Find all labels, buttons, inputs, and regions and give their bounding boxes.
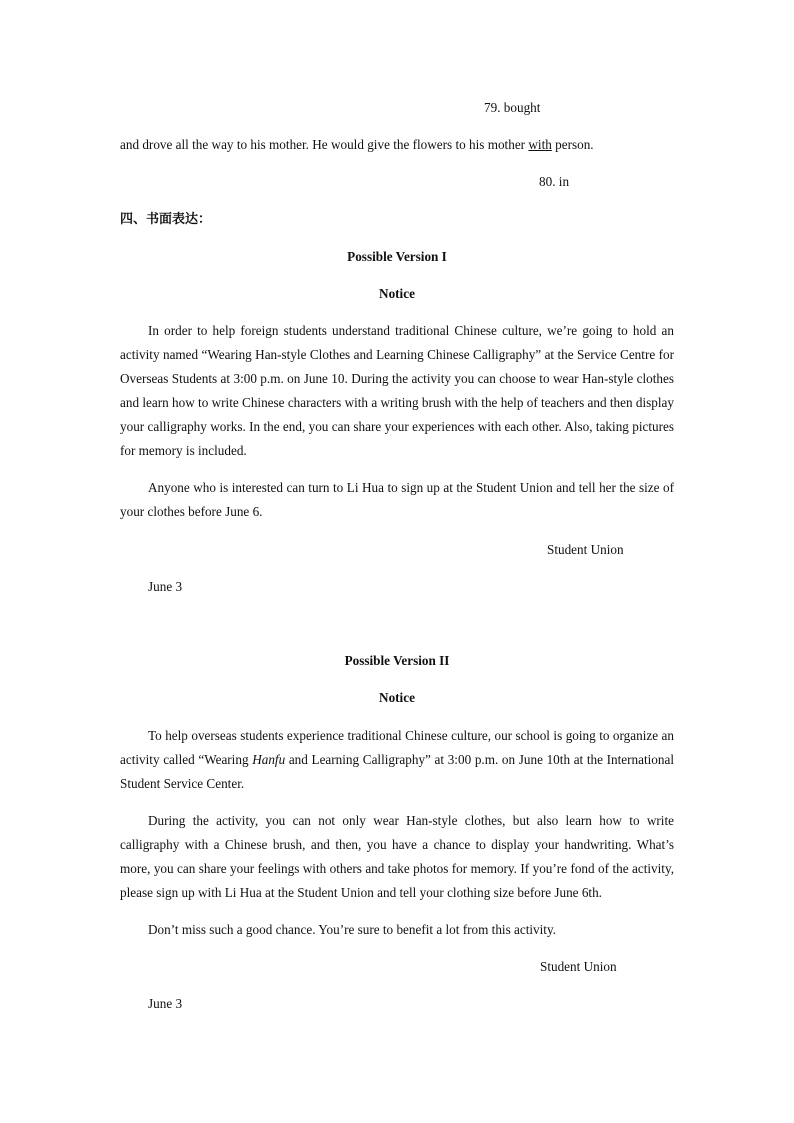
- version1-paragraph-2: Anyone who is interested can turn to Li Hua to sign up at the Student Union and tell her the size of your clothes before June 6.: [120, 480, 674, 519]
- version1-title: Possible Version I: [347, 249, 447, 264]
- answer-line: [120, 137, 594, 153]
- version2-body-2: [120, 809, 674, 905]
- answer-80: 80. in: [539, 174, 570, 189]
- version2-signature: Student Union: [540, 959, 617, 974]
- version1-paragraph-1: In order to help foreign students understand traditional Chinese culture, we’re going to hold an activity named “Wearing Han-style Clothes and Learning Chinese Calligraphy” at the Service Centre for Overseas Students at 3:00 p.m. on June 10. During the activity you can choose to wear Han-style clothes and learn how to write Chinese characters with a writing brush with the help of teachers and then display your calligraphy works. In the end, you can share your experiences with each other. Also, taking pictures for memory is included.: [120, 323, 674, 458]
- answer-line-text-before: and drove all the way to his mother. He would give the flowers to his mother: [120, 137, 529, 152]
- version2-hanfu-word: Hanfu: [252, 752, 286, 767]
- answer-underlined-word: with: [528, 137, 552, 152]
- version2-body-1: [120, 724, 674, 796]
- version2-title: Possible Version II: [344, 653, 450, 668]
- version2-p1-part-b: and Learning Calligraphy” at 3:00 p.m. on June 10th at the International Student Service Center.: [120, 752, 675, 791]
- version1-signature: Student Union: [547, 542, 624, 557]
- version1-date: June 3: [148, 579, 183, 594]
- version2-date: June 3: [148, 996, 183, 1011]
- version2-notice-heading: Notice: [379, 690, 415, 705]
- version2-paragraph-1: [120, 724, 674, 796]
- answer-79: 79. bought: [484, 100, 541, 115]
- version1-body: [120, 319, 674, 463]
- version2-body-3: [120, 918, 674, 942]
- answer-line-text-after: person.: [551, 137, 594, 152]
- version2-p1-part-a: To help overseas students experience traditional Chinese culture, our school is going to organize an activity called “Wearing: [120, 728, 674, 767]
- version2-paragraph-3: Don’t miss such a good chance. You’re sure to benefit a lot from this activity.: [148, 922, 556, 937]
- version1-notice-heading: Notice: [379, 286, 415, 301]
- version1-body-2: [120, 476, 674, 524]
- section-heading: 四、书面表达：: [120, 212, 212, 227]
- version2-paragraph-2: During the activity, you can not only wear Han-style clothes, but also learn how to write calligraphy with a Chinese brush, and then, you have a chance to display your handwriting. What’s more, you can share your feelings with others and take photos for memory. If you’re fond of the activity, please sign up with Li Hua at the Student Union and tell your clothing size before June 6th.: [120, 813, 674, 900]
